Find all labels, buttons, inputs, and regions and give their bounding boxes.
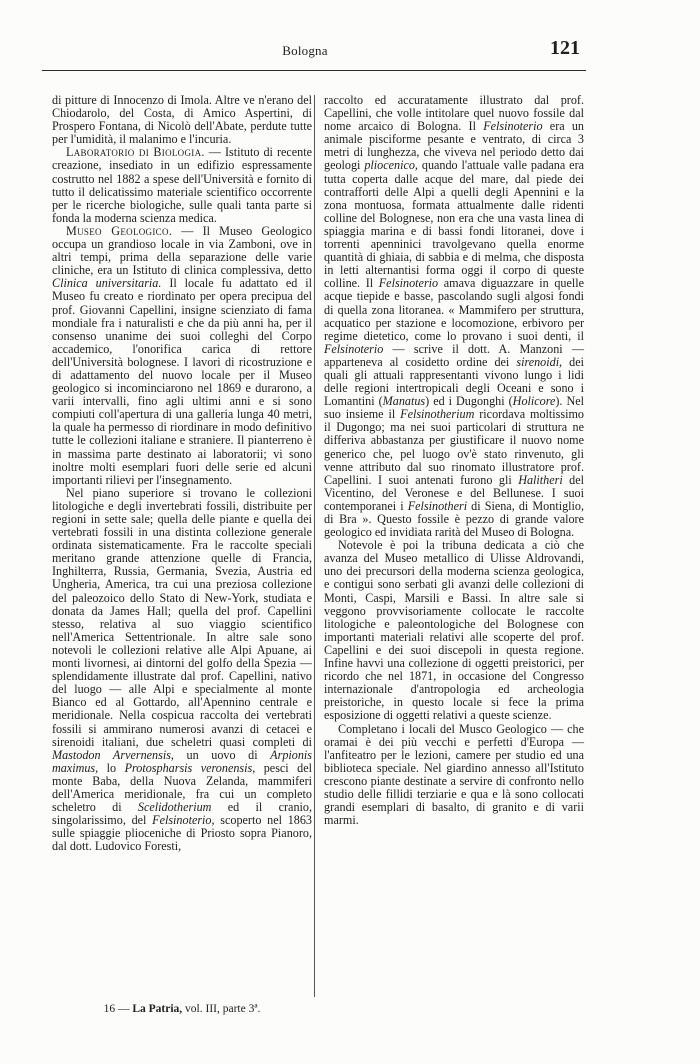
italic-text: Arpionis maximus, [52, 747, 312, 775]
text-run: era un animale pisciforme pesante e ventrato, di circa 3 metri di lunghezza, che viveva nel periodo detto dai geologi [324, 119, 585, 173]
italic-text: Manatus [382, 394, 426, 409]
header-rule [42, 70, 586, 71]
text-run: scoperto nel 1863 sulle spiaggie plioceniche di Priosto sopra Pianoro, dal dott. Ludovico Foresti, [52, 813, 312, 854]
italic-text: Scelidotherium [137, 800, 212, 815]
italic-text: Holicore [512, 394, 556, 409]
text-run: dei quali gli attuali rappresentanti vivono lungo i lidi delle regioni intertropicali degli Oceani e sono i Lomantini ( [324, 354, 584, 409]
text-run: raccolto ed accuratamente illustrato dal prof. Capellini, che volle intitolare quel nuovo fossile dal nome arcaico di Bologna. Il [324, 93, 584, 134]
section-heading: Museo Geologico. [66, 223, 173, 238]
text-run: Il locale fu adattato ed il Museo fu creato e riordinato per opera precipua del prof. Giovanni Capellini, insigne scienziato di fama mondiale fra i naturalisti e che da più anni ha, per il consenso unanime dei suoi colleghi del Corpo accademico, l'onorifica carica di rettore dell'Università bolognese. I lavori di ricostruzione e di adattamento del nuovo locale per il Museo geologico si incominciarono nel 1869 e durarono, a varii intervalli, fino agli ultimi anni e si sono compiuti coll'apertura di una galleria lunga 40 metri, la quale ha permesso di riordinare in modo definitivo tutte le collezioni italiane e straniere. Il pianterreno è in massima parte destinato ai laboratorii; vi sono inoltre molti esemplari fuori delle serie ed alcuni importanti rilievi per l'insegnamento. [52, 276, 312, 487]
page-header [30, 26, 580, 66]
text-run: ) ed i Dugonghi ( [425, 394, 513, 409]
text-run: — Istituto di recente creazione, insediato in un edifizio espressamente costrutto nel 1882 a spese dell'Università e fornito di tutto il delicatissimo materiale scientifico occorrente per le ricerche biologiche, sulle quali tanta parte si fonda la moderna scienza medica. [52, 145, 312, 225]
text-run: amava diguazzare in quelle acque tiepide e basse, pascolando sugli algosi fondi di quella zona litoranea. « Mammifero per struttura, acquatico per stazione e locomozione, erbivoro per regime dietetico, come lo provano i suoi denti, il [324, 276, 585, 343]
text-run: — scrive il dott. A. Manzoni — apparteneva al cosidetto ordine dei [324, 341, 584, 369]
paragraph [52, 487, 312, 854]
text-run: pesci del monte Baba, della Nuova Zelanda, mammiferi dell'America meridionale, fra cui un completo scheletro di [52, 760, 312, 815]
italic-text: Felsinoterio [483, 119, 543, 134]
paragraph [52, 225, 312, 487]
italic-text: Felsinoterio, [152, 813, 215, 828]
italic-text: Halitheri [518, 472, 563, 487]
column-separator [314, 95, 315, 997]
right-column [324, 94, 584, 827]
text-run: un uovo di [173, 747, 271, 762]
text-run: Nel piano superiore si trovano le collezioni litologiche e degli invertebrati fossili, distribuite per regioni in sette sale; quella delle piante e quella dei vertebrati fossili in una distinta collezione generale ordinata sistematicamente. Fra le raccolte speciali meritano grande attenzione quelle di Francia, Inghilterra, Russia, Germania, Svezia, Austria ed Ungheria, America, tra cui una preziosa collezione del paleozoico dello Stato di New-York, studiata e donata da James Hall; quella del prof. Capellini stesso, relativa al suo viaggio scientifico nell'America Settentrionale. In altre sale sono notevoli le collezioni relative alle Alpi Apuane, ai monti livornesi, ai dintorni del golfo della Spezia — splendidamente illustrate dal prof. Capellini, nativo del luogo — alle Alpi e specialmente al monte Bianco ed al Gottardo, all'Apennino centrale e meridionale. Nella cospicua raccolta dei vertebrati fossili si ammirano numerosi avanzi di cetacei e sirenoidi italiani, due scheletri quasi completi di [52, 485, 312, 749]
italic-text: Felsinoterio [378, 276, 439, 291]
text-run: di pitture di Innocenzo di Imola. Altre ve n'erano del Chiodarolo, del Costa, di Amico Aspertini, di Prospero Fontana, di Nicolò dell'Abate, perdute tutte per l'umidità, il malanimo e l'incuria. [52, 93, 312, 147]
text-run: ). Nel suo insieme il [324, 394, 585, 422]
paragraph [52, 146, 312, 225]
text-run: Completano i locali del Musco Geologico — che oramai è dei più vecchi e perfetti d'Europa — l'anfiteatro per le lezioni, camere per studio ed una biblioteca speciale. Nel giardino annesso all'Istituto crescono piante destinate a servire di confronto nello studio delle fillidi terziarie e qua e là sono collocati grandi esemplari di basalto, di granito e di varii marmi. [324, 721, 584, 828]
italic-text: Mastodon Arvernensis, [52, 747, 174, 762]
footer-title: La Patria, [132, 1003, 183, 1015]
signature-footer [52, 1003, 312, 1015]
text-run: ricordava moltissimo il Dugongo; ma nei suoi particolari di struttura ne differiva abbastanza per giustificare il nuovo nome generico che, pel luogo ov'è stato rinvenuto, gli venne attributo dal suo rinomato illustratore prof. Capellini. I suoi antenati furono gli [324, 407, 584, 487]
footer-prefix: 16 — [103, 1003, 133, 1015]
italic-text: Felsinotherium [400, 407, 475, 422]
text-run: lo [98, 760, 125, 775]
italic-text: sirenoidi, [516, 354, 563, 369]
paragraph [324, 723, 584, 828]
paragraph [324, 539, 584, 722]
italic-text: Felsinotheri [407, 498, 468, 513]
page-number: 121 [550, 37, 580, 59]
text-run: di Siena, di Montiglio, di Bra ». Questo fossile è pezzo di grande valore geologico ed invidiata rarità del Museo di Bologna. [324, 498, 584, 540]
text-run: quando l'attuale valle padana era tutta coperta dalle acque del mare, dal piede dei contrafforti delle Alpi a quelli degli Apennini e la zona montuosa, formata attualmente dalle ridenti colline del Bolognese, non era che una vasta linea di spiaggia marina e di bassi fondi litoranei, dove i torrenti apenninici travolgevano quella enorme quantità di ghiaia, di sabbia e di melma, che disposta in letti alternantisi forma oggi il corpo di queste colline. Il [324, 158, 585, 291]
text-run: ed il cranio, singolarissimo, del [52, 800, 312, 828]
italic-text: Felsinoterio [324, 341, 384, 356]
text-run: — Il Museo Geologico occupa un grandioso locale in via Zamboni, ove in altri tempi, prima della separazione delle varie cliniche, era un Istituto di clinica complessiva, detto [52, 223, 312, 278]
section-heading: Laboratorio di Biologia. [66, 145, 205, 160]
text-run: del Vicentino, del Veronese e del Bellunese. I suoi contemporanei i [324, 472, 584, 513]
left-column [52, 94, 312, 853]
paragraph [324, 94, 584, 539]
footer-suffix: vol. III, parte 3ª. [182, 1003, 261, 1015]
italic-text: Protospharsis veronensis, [124, 760, 256, 775]
text-run: Notevole è poi la tribuna dedicata a ciò che avanza del Museo metallico di Ulisse Aldrovandi, uno dei precursori della moderna scienza geologica, e contigui sono serbati gli avanzi delle collezioni di Monti, Caspi, Marsili e Bassi. In altre sale si veggono provvisoriamente collocate le raccolte litologiche e paleontologiche del Bolognese con importanti materiali relativi alle scoperte del prof. Capellini e dei suoi discepoli in questa regione. Infine havvi una collezione di oggetti preistorici, per ricordo che nel 1871, in occasione del Congresso internazionale d'antropologia ed archeologia preistoriche, in questo locale si fece la prima esposizione di oggetti relativi a queste scienze. [324, 538, 584, 723]
italic-text: pliocenico, [364, 158, 418, 173]
italic-text: Clinica universitaria. [52, 276, 162, 291]
running-title: Bologna [282, 43, 328, 58]
paragraph [52, 94, 312, 146]
